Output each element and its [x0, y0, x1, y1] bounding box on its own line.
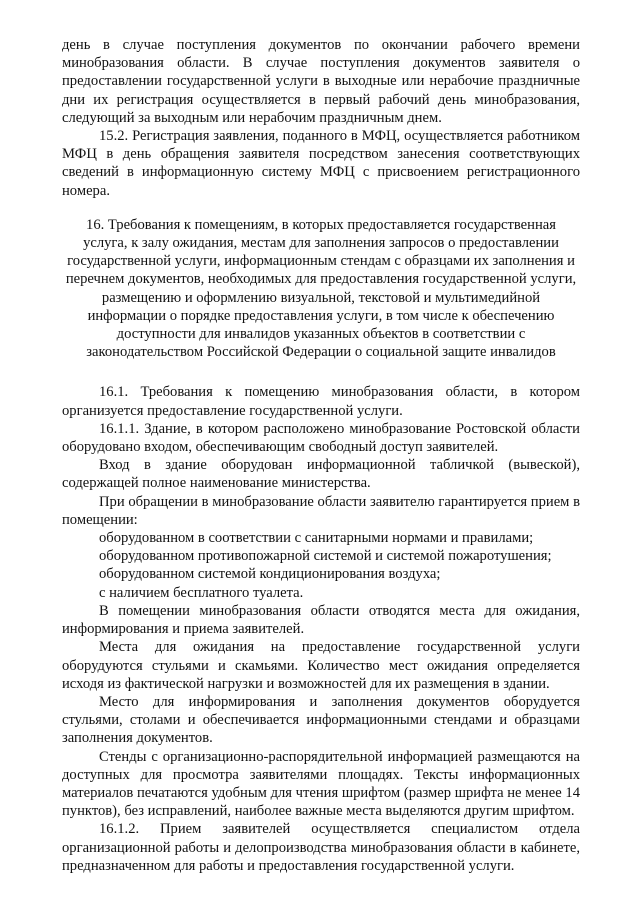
document-page: [62, 36, 580, 875]
paragraph-16-1: 16.1. Требования к помещению минобразования области, в котором организуется предоставление государственной услуги.: [62, 384, 580, 419]
list-item-fire-system: оборудованном противопожарной системой и системой пожаротушения;: [99, 548, 552, 565]
list-item-sanitary: оборудованном в соответствии с санитарными нормами и правилами;: [99, 530, 534, 547]
paragraph-15-2: 15.2. Регистрация заявления, поданного в МФЦ, осуществляется работником МФЦ в день обращения заявителя посредством занесения соответствующих сведений в информационную систему МФЦ с присвоением регистрационного номера.: [62, 128, 580, 199]
paragraph-16-1-2: 16.1.2. Прием заявителей осуществляется специалистом отдела организационной работы и делопроизводства минобразования области в кабинете, предназначенном для работы и предоставления государственной услуги.: [62, 821, 580, 874]
paragraph-waiting-seating: Места для ожидания на предоставление государственной услуги оборудуются стульями и скамьями. Количество мест ожидания определяется исходя из фактической нагрузки и возможностей для их размещения в здании.: [62, 639, 580, 692]
paragraph-registration-timing: день в случае поступления документов по окончании рабочего времени минобразования области. В случае поступления документов заявителя о предоставлении государственной услуги в выходные или нерабочие праздничные дни их регистрация осуществляется в первый рабочий день минобразования, следующий за выходным или нерабочим праздничным днем.: [62, 37, 580, 126]
paragraph-reception-guarantee: При обращении в минобразование области заявителю гарантируется прием в помещении:: [62, 493, 580, 528]
section-heading-16: 16. Требования к помещениям, в которых предоставляется государственная услуга, к залу ожидания, местам для заполнения запросов о предоставлении государственной услуги, информационным стендам с образцами их заполнения и перечнем документов, необходимых для предоставления государственной услуги, размещению и оформлению визуальной, текстовой и мультимедийной информации о порядке предоставления услуги, в том числе к обеспечению доступности для инвалидов указанных объектов в соответствии с законодательством Российской Федерации о социальной защите инвалидов: [65, 216, 577, 361]
paragraph-waiting-places: В помещении минобразования области отводятся места для ожидания, информирования и приема заявителей.: [62, 602, 580, 638]
paragraph-info-place: Место для информирования и заполнения документов оборудуется стульями, столами и обеспечивается информационными стендами и образцами заполнения документов.: [62, 693, 580, 747]
paragraph-entrance-sign: Вход в здание оборудован информационной табличкой (вывеской), содержащей полное наименование министерства.: [62, 457, 580, 492]
paragraph-16-1-1: 16.1.1. Здание, в котором расположено минобразование Ростовской области оборудовано входом, обеспечивающим свободный доступ заявителей.: [62, 420, 580, 456]
list-item-air-conditioning: оборудованном системой кондиционирования воздуха;: [99, 566, 441, 583]
paragraph-info-stands: Стенды с организационно-распорядительной информацией размещаются на доступных для просмотра заявителями площадях. Тексты информационных материалов печатаются удобным для чтения шрифтом (размер шрифта не менее 14 пунктов), без исправлений, наиболее важные места выделяются другим шрифтом.: [62, 748, 580, 820]
list-item-toilet: с наличием бесплатного туалета.: [99, 584, 304, 601]
